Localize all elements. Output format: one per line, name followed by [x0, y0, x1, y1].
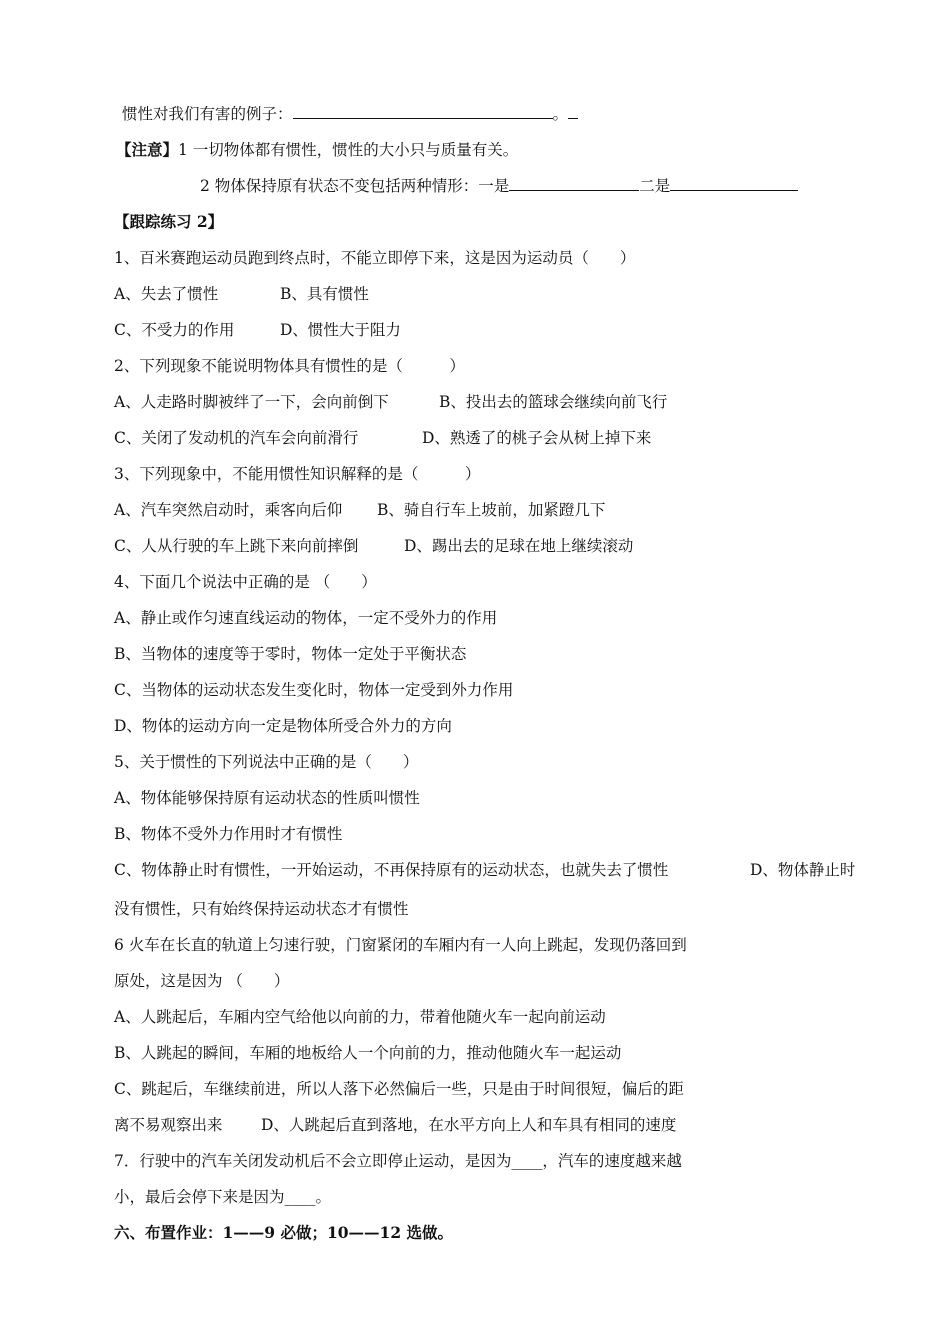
- q4-option-b: B、当物体的速度等于零时，物体一定处于平衡状态: [114, 645, 467, 663]
- q2-option-d: D、熟透了的桃子会从树上掉下来: [422, 429, 652, 447]
- q6-stem-1: 6 火车在长直的轨道上匀速行驶，门窗紧闭的车厢内有一人向上跳起，发现仍落回到: [114, 936, 687, 954]
- harm-example-blank: [293, 104, 553, 119]
- attention-label: 【注意】: [116, 140, 179, 159]
- q5-option-d-start: D、物体静止时: [750, 861, 856, 879]
- q5-options-cd: [114, 860, 855, 880]
- q1-option-b: B、具有惯性: [280, 285, 369, 303]
- q3-option-b: B、骑自行车上坡前，加紧蹬几下: [377, 501, 606, 519]
- q2-option-b: B、投出去的篮球会继续向前飞行: [439, 393, 668, 411]
- q6-option-c-2: 离不易观察出来: [114, 1116, 223, 1134]
- state-two-blank: [670, 176, 798, 191]
- q6-option-d: D、人跳起后直到落地，在水平方向上人和车具有相同的速度: [261, 1116, 677, 1134]
- state-one-blank: [509, 176, 639, 191]
- practice-heading: 【跟踪练习 2】: [114, 212, 224, 231]
- q2-options-ab: [114, 392, 667, 412]
- attention-line-2: [200, 176, 798, 196]
- q5-option-b: B、物体不受外力作用时才有惯性: [114, 825, 343, 843]
- q3-option-d: D、踢出去的足球在地上继续滚动: [404, 537, 634, 555]
- q7-line-2: 小，最后会停下来是因为____。: [114, 1188, 332, 1206]
- attention-line-1: [116, 140, 518, 160]
- q2-options-cd: [114, 428, 651, 448]
- q2-option-c: C、关闭了发动机的汽车会向前滑行: [114, 429, 359, 447]
- q7-line-1: 7．行驶中的汽车关闭发动机后不会立即停止运动，是因为____，汽车的速度越来越: [114, 1152, 682, 1170]
- q3-options-cd: [114, 536, 633, 556]
- q4-option-d: D、物体的运动方向一定是物体所受合外力的方向: [114, 717, 452, 735]
- q6-option-a: A、人跳起后，车厢内空气给他以向前的力，带着他随火车一起向前运动: [114, 1008, 606, 1026]
- q3-option-a: A、汽车突然启动时，乘客向后仰: [114, 501, 343, 519]
- harm-example-label: 惯性对我们有害的例子：: [122, 105, 293, 123]
- q1-option-c: C、不受力的作用: [114, 321, 235, 339]
- q5-option-a: A、物体能够保持原有运动状态的性质叫惯性: [114, 789, 420, 807]
- q4-stem: 4、下面几个说法中正确的是 （ ）: [114, 573, 377, 591]
- harm-example-line: [122, 104, 578, 124]
- q6-stem-2: 原处，这是因为 （ ）: [114, 972, 290, 990]
- homework-line: 六、布置作业：1——9 必做；10——12 选做。: [114, 1223, 454, 1242]
- q2-stem: 2、下列现象不能说明物体具有惯性的是（ ）: [114, 357, 465, 375]
- q3-options-ab: [114, 500, 605, 520]
- q1-option-a: A、失去了惯性: [114, 285, 219, 303]
- q4-option-c: C、当物体的运动状态发生变化时，物体一定受到外力作用: [114, 681, 514, 699]
- harm-example-tail-blank: [568, 104, 578, 119]
- attention-item-1: 1 一切物体都有惯性，惯性的大小只与质量有关。: [178, 141, 519, 159]
- q5-option-c: C、物体静止时有惯性，一开始运动，不再保持原有的运动状态，也就失去了惯性: [114, 861, 669, 879]
- q1-stem: 1、百米赛跑运动员跑到终点时，不能立即停下来，这是因为运动员（ ）: [114, 249, 636, 267]
- q5-option-d-cont: 没有惯性，只有始终保持运动状态才有惯性: [114, 900, 409, 918]
- q6-option-c-1: C、跳起后，车继续前进，所以人落下必然偏后一些，只是由于时间很短，偏后的距: [114, 1080, 684, 1098]
- harm-example-end: 。: [552, 105, 569, 123]
- q3-stem: 3、下列现象中，不能用惯性知识解释的是（ ）: [114, 465, 481, 483]
- q2-option-a: A、人走路时脚被绊了一下，会向前倒下: [114, 393, 389, 411]
- q1-option-d: D、惯性大于阻力: [280, 321, 401, 339]
- q4-option-a: A、静止或作匀速直线运动的物体，一定不受外力的作用: [114, 609, 498, 627]
- q3-option-c: C、人从行驶的车上跳下来向前摔倒: [114, 537, 359, 555]
- q1-options-cd: [114, 320, 401, 340]
- q5-stem: 5、关于惯性的下列说法中正确的是（ ）: [114, 753, 419, 771]
- q1-options-ab: [114, 284, 369, 304]
- attention-item-2-prefix: 2 物体保持原有状态不变包括两种情形：一是: [200, 177, 510, 195]
- q6-option-cd: [114, 1115, 676, 1135]
- q6-option-b: B、人跳起的瞬间，车厢的地板给人一个向前的力，推动他随火车一起运动: [114, 1044, 622, 1062]
- attention-item-2-mid: 二是: [639, 177, 671, 195]
